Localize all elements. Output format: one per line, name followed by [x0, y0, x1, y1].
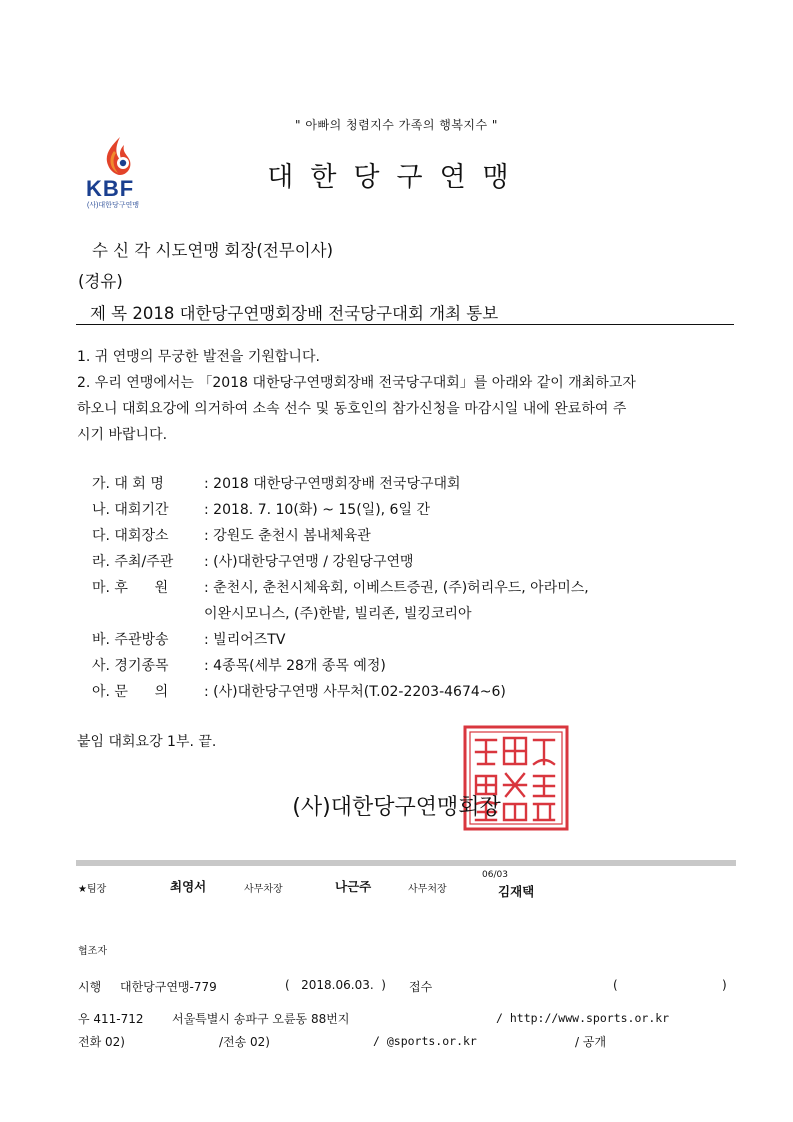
approval-date-3: 06/03: [482, 870, 508, 880]
enforce-label: 시행: [78, 980, 102, 994]
item-contact: [92, 681, 506, 701]
receive-label: 접수: [409, 980, 433, 994]
fax: /전송 02): [219, 1035, 270, 1049]
item-value: : 강원도 춘천시 봄내체육관: [204, 528, 371, 544]
enforce-date: ( 2018.06.03. ): [285, 978, 386, 992]
subject-divider: [76, 324, 734, 325]
item-label: 사. 경기종목: [92, 658, 169, 674]
item-label: 아. 문 의: [92, 684, 169, 700]
item-label: 다. 대회장소: [92, 528, 169, 544]
disclosure: / 공개: [575, 1035, 607, 1049]
item-label: 라. 주최/주관: [92, 554, 174, 570]
item-label: 바. 주관방송: [92, 632, 169, 648]
cooperator-label: 협조자: [78, 946, 107, 957]
phone: 전화 02): [78, 1035, 125, 1049]
email-link[interactable]: / @sports.or.kr: [373, 1034, 477, 1048]
item-events: [92, 655, 386, 675]
item-value: : 춘천시, 춘천시체육회, 이베스트증권, (주)허리우드, 아라미스,: [204, 580, 589, 596]
enforce-number: 대한당구연맹-779: [120, 980, 217, 994]
approval-name-2: 나근주: [335, 879, 372, 894]
slogan: " 아빠의 청렴지수 가족의 행복지수 ": [295, 118, 498, 132]
subject-line: 제 목 2018 대한당구연맹회장배 전국당구대회 개최 통보: [90, 304, 499, 323]
receive-close: ): [722, 978, 727, 992]
approval-divider: [76, 860, 736, 866]
item-value: : (사)대한당구연맹 / 강원당구연맹: [204, 554, 414, 570]
page-title: 대한당구연맹: [267, 162, 526, 193]
attachment-line: 붙임 대회요강 1부. 끝.: [77, 734, 217, 750]
recipient-line: 수 신 각 시도연맹 회장(전무이사): [92, 241, 334, 260]
item-label: 나. 대회기간: [92, 502, 169, 518]
postal-code: 우 411-712: [78, 1012, 144, 1026]
item-value: : 2018. 7. 10(화) ~ 15(일), 6일 간: [204, 502, 430, 518]
item-label: 마. 후 원: [92, 580, 169, 596]
logo-subtext: (사)대한당구연맹: [87, 202, 139, 209]
receive-open: (: [613, 978, 618, 992]
item-sponsor: [92, 577, 589, 597]
body-line-1: 1. 귀 연맹의 무궁한 발전을 기원합니다.: [77, 349, 320, 365]
website-link[interactable]: / http://www.sports.or.kr: [496, 1011, 670, 1025]
item-broadcast: [92, 629, 285, 649]
item-value: : (사)대한당구연맹 사무처(T.02-2203-4674~6): [204, 684, 506, 700]
logo-text: KBF: [86, 176, 135, 201]
item-period: [92, 499, 430, 519]
item-value: : 2018 대한당구연맹회장배 전국당구대회: [204, 476, 461, 492]
item-value: : 빌리어즈TV: [204, 632, 286, 648]
item-host: [92, 551, 414, 571]
approval-role-2: 사무차장: [244, 884, 283, 895]
approval-role-3: 사무처장: [408, 884, 447, 895]
item-sponsor-cont: 이완시모니스, (주)한밭, 빌리존, 빌킹코리아: [204, 606, 472, 622]
body-line-4: 시기 바랍니다.: [77, 427, 168, 443]
office-address: 서울특별시 송파구 오륜동 88번지: [172, 1012, 350, 1026]
body-line-2: 2. 우리 연맹에서는 「2018 대한당구연맹회장배 전국당구대회」를 아래와 같이 개최하고자: [77, 375, 636, 391]
item-value: : 4종목(세부 28개 종목 예정): [204, 658, 386, 674]
body-line-3: 하오니 대회요강에 의거하여 소속 선수 및 동호인의 참가신청을 마감시일 내에 완료하여 주: [77, 401, 627, 417]
approval-role-1: ★팀장: [78, 884, 107, 895]
via-line: (경유): [78, 272, 123, 291]
item-venue: [92, 525, 371, 545]
approval-name-3: 김재택: [498, 884, 535, 899]
approval-name-1: 최영서: [170, 879, 207, 894]
sender-signature: (사)대한당구연맹회장: [292, 795, 501, 820]
item-label: 가. 대 회 명: [92, 476, 164, 492]
item-name: [92, 473, 461, 493]
